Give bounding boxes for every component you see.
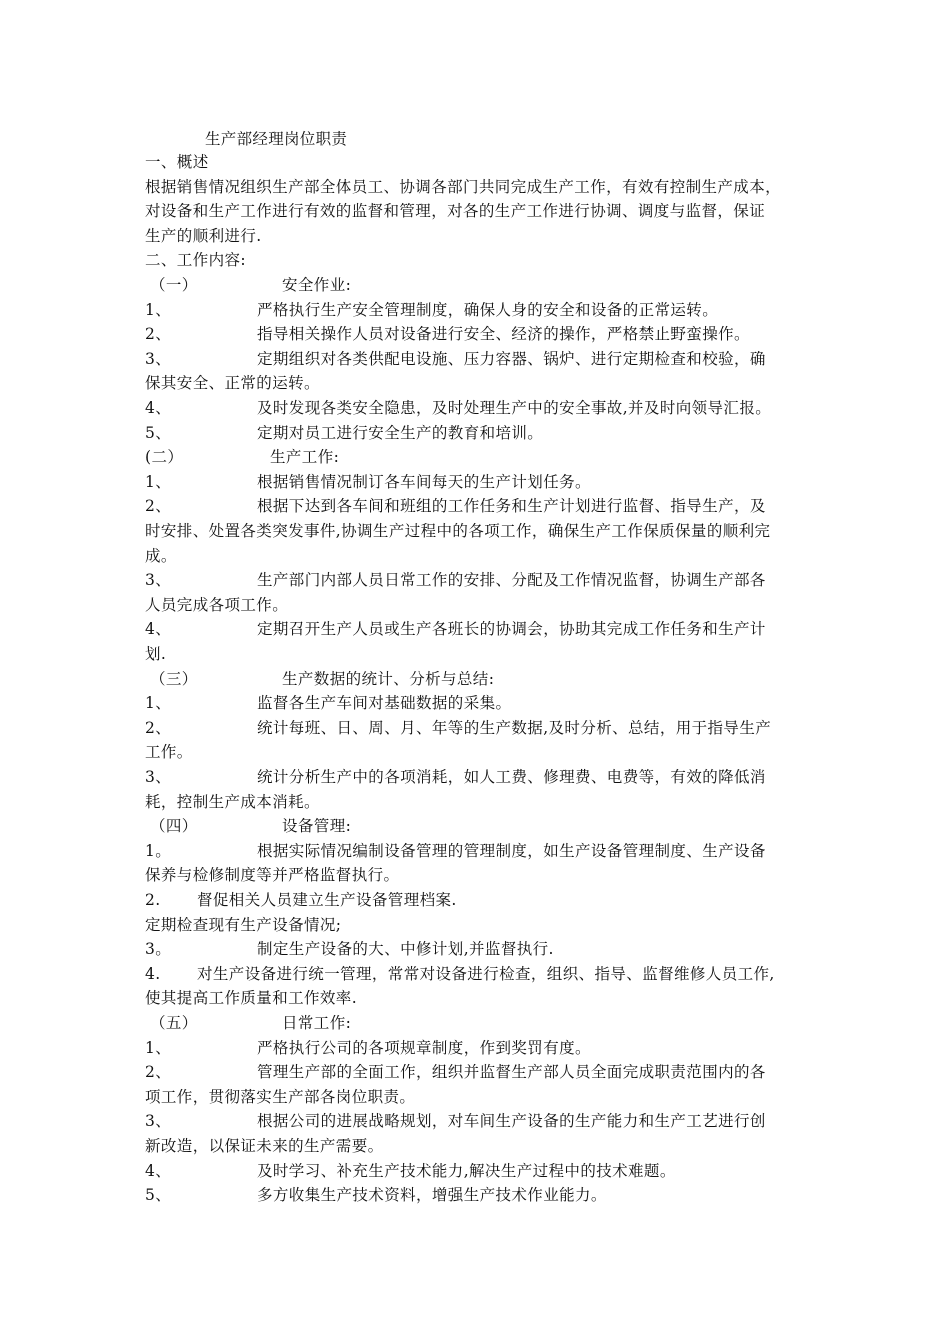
- item-text: 定期组织对各类供配电设施、压力容器、锅炉、进行定期检查和校验，确: [257, 349, 766, 368]
- item-text-cont: 工作。: [145, 743, 193, 762]
- section-heading: 日常工作:: [282, 1014, 352, 1032]
- item-text: 根据实际情况编制设备管理的管理制度，如生产设备管理制度、生产设备: [257, 841, 766, 860]
- section-marker: （一）: [150, 276, 198, 294]
- item-number: 3。: [145, 940, 172, 959]
- item-number: 4、: [145, 1161, 172, 1180]
- item-number: 1、: [145, 694, 172, 713]
- item-text: 监督各生产车间对基础数据的采集。: [257, 694, 512, 713]
- item-number: 1、: [145, 472, 172, 491]
- section-marker: （四）: [150, 817, 198, 836]
- item-number: 2、: [145, 497, 172, 516]
- document-title: 生产部经理岗位职责: [205, 130, 348, 148]
- item-number: 2、: [145, 718, 172, 737]
- item-number: 5、: [145, 423, 172, 442]
- item-text: 对生产设备进行统一管理，常常对设备进行检查，组织、指导、监督维修人员工作,: [197, 964, 775, 983]
- item-number: 2、: [145, 325, 172, 344]
- overview-line: 根据销售情况组织生产部全体员工、协调各部门共同完成生产工作，有效有控制生产成本，: [145, 177, 782, 196]
- item-text-cont: 保养与检修制度等并严格监督执行。: [145, 866, 400, 885]
- item-text: 根据销售情况制订各车间每天的生产计划任务。: [257, 472, 591, 491]
- item-text: 严格执行生产安全管理制度，确保人身的安全和设备的正常运转。: [257, 300, 719, 319]
- item-text: 统计每班、日、周、月、年等的生产数据,及时分析、总结，用于指导生产: [257, 718, 772, 737]
- item-number: 5、: [145, 1186, 172, 1205]
- item-number: 2.: [145, 891, 161, 909]
- item-text-cont: 保其安全、正常的运转。: [145, 374, 320, 393]
- item-text-cont: 时安排、处置各类突发事件,协调生产过程中的各项工作，确保生产工作保质保量的顺利完: [145, 522, 771, 540]
- item-text-cont: 新改造，以保证未来的生产需要。: [145, 1137, 384, 1155]
- item-text-cont: 定期检查现有生产设备情况;: [145, 915, 342, 934]
- section-marker: （三）: [150, 669, 198, 688]
- item-text: 制定生产设备的大、中修计划,并监督执行.: [257, 940, 554, 959]
- item-text: 根据下达到各车间和班组的工作任务和生产计划进行监督、指导生产，及: [257, 497, 766, 516]
- item-number: 1。: [145, 841, 172, 860]
- section-heading: 设备管理:: [282, 817, 352, 836]
- item-number: 1、: [145, 1038, 172, 1057]
- item-text: 管理生产部的全面工作，组织并监督生产部人员全面完成职责范围内的各: [257, 1063, 766, 1082]
- item-number: 4.: [145, 964, 161, 983]
- item-text: 及时学习、补充生产技术能力,解决生产过程中的技术难题。: [257, 1161, 676, 1180]
- item-number: 3、: [145, 349, 172, 368]
- item-text: 严格执行公司的各项规章制度，作到奖罚有度。: [257, 1038, 591, 1057]
- item-text: 生产部门内部人员日常工作的安排、分配及工作情况监督，协调生产部各: [257, 571, 766, 590]
- overview-line: 对设备和生产工作进行有效的监督和管理，对各的生产工作进行协调、调度与监督，保证: [145, 202, 766, 221]
- item-text: 根据公司的进展战略规划，对车间生产设备的生产能力和生产工艺进行创: [257, 1112, 766, 1131]
- item-text-cont: 成。: [145, 546, 177, 565]
- item-text: 多方收集生产技术资料，增强生产技术作业能力。: [257, 1186, 607, 1205]
- item-number: 3、: [145, 571, 172, 590]
- item-text: 定期召开生产人员或生产各班长的协调会，协助其完成工作任务和生产计: [257, 620, 766, 639]
- item-number: 3、: [145, 1112, 172, 1131]
- item-number: 1、: [145, 300, 172, 319]
- overview-line: 生产的顺利进行.: [145, 226, 262, 245]
- item-number: 4、: [145, 399, 172, 417]
- item-number: 2、: [145, 1063, 172, 1082]
- item-text: 定期对员工进行安全生产的教育和培训。: [257, 423, 544, 442]
- item-text-cont: 人员完成各项工作。: [145, 595, 289, 614]
- item-text: 及时发现各类安全隐患，及时处理生产中的安全事故,并及时向领导汇报。: [257, 399, 772, 417]
- item-number: 4、: [145, 620, 172, 639]
- item-text-cont: 使其提高工作质量和工作效率.: [145, 989, 358, 1008]
- item-text-cont: 项工作，贯彻落实生产部各岗位职责。: [145, 1087, 416, 1106]
- section-heading: 安全作业:: [282, 276, 352, 294]
- overview-heading: 一、概述: [145, 153, 209, 171]
- section-heading: 生产数据的统计、分析与总结:: [282, 669, 495, 688]
- item-text: 指导相关操作人员对设备进行安全、经济的操作，严格禁止野蛮操作。: [257, 325, 750, 344]
- item-text-cont: 耗，控制生产成本消耗。: [145, 792, 320, 811]
- item-text: 督促相关人员建立生产设备管理档案.: [197, 891, 457, 909]
- content-heading: 二、工作内容:: [145, 251, 247, 270]
- item-text-cont: 划.: [145, 645, 167, 663]
- section-marker: （五）: [150, 1014, 198, 1032]
- item-number: 3、: [145, 768, 172, 786]
- section-heading: 生产工作:: [270, 448, 340, 467]
- item-text: 统计分析生产中的各项消耗，如人工费、修理费、电费等，有效的降低消: [257, 768, 766, 786]
- section-marker: (二）: [145, 448, 184, 467]
